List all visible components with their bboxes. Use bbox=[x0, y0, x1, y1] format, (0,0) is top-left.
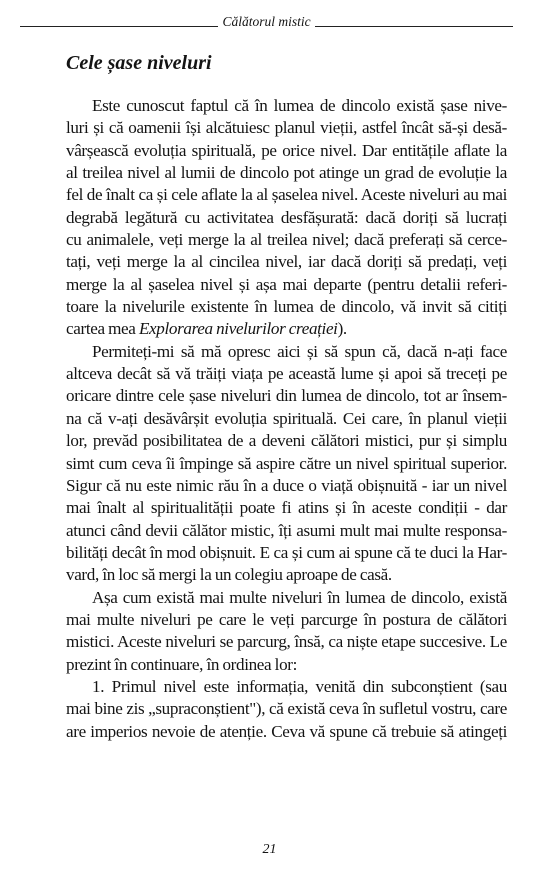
text-line: mai bine zis „supraconștient"), că există ceva în sufletul vostru, care bbox=[66, 699, 507, 719]
text-line: vard, în loc să mergi la un colegiu aproape de casă. bbox=[66, 565, 392, 585]
header-rule-left bbox=[20, 26, 218, 27]
text-line: fel de înalt ca și cele aflate la al șaselea nivel. Aceste niveluri au mai bbox=[66, 185, 507, 205]
text-line: Așa cum există mai multe niveluri în lumea de dincolo, există bbox=[92, 587, 507, 607]
text-line: mai multe niveluri pe care le veți parcurge în postura de călători bbox=[66, 609, 507, 629]
text-line: luri și că oamenii își alcătuiesc planul vieții, astfel încât să-și desă- bbox=[66, 118, 507, 138]
text-line: degrabă legătură cu activitatea desfășurată: dacă doriți să lucrați bbox=[66, 207, 507, 227]
running-title: Călătorul mistic bbox=[222, 14, 311, 29]
text-line: tați, veți merge la al cincilea nivel, iar dacă doriți să predați, veți bbox=[66, 252, 507, 272]
book-title: Explorarea nivelurilor creației bbox=[138, 319, 338, 339]
text-line: Este cunoscut faptul că în lumea de dincolo există șase nive- bbox=[92, 96, 507, 115]
running-header bbox=[20, 12, 513, 32]
text-line: vârșească evoluția spirituală, pe orice nivel. Dar entitățile aflate la bbox=[66, 140, 507, 160]
text-line: na că v-ați desăvârșit evoluția spirituală. Cei care, în planul vieții bbox=[66, 408, 507, 428]
body-text bbox=[66, 95, 507, 743]
header-rule-right bbox=[315, 26, 513, 27]
text-line: 1. Primul nivel este informația, venită din subconștient (sau bbox=[92, 676, 507, 696]
text-line: prezint în continuare, în ordinea lor: bbox=[66, 654, 298, 674]
text-line: al treilea nivel al lumii de dincolo pot atinge un grad de evoluție la bbox=[66, 163, 507, 183]
text-line: mai înalt al spiritualității poate fi atins și în aceste condiții - dar bbox=[66, 498, 507, 518]
text-line: cartea mea Explorarea nivelurilor creației). bbox=[66, 319, 347, 339]
text-line: altceva decât să vă trăiți viața pe această lume și apoi să treceți pe bbox=[66, 364, 507, 384]
text-line: Permiteți-mi să mă opresc aici și să spun că, dacă n-ați face bbox=[92, 341, 507, 361]
text-line: mistici. Aceste niveluri se parcurg, însă, ca niște etape succesive. Le bbox=[66, 632, 507, 652]
text-line: atunci când devii călător mistic, îți asumi mult mai multe responsa- bbox=[66, 520, 507, 540]
section-heading: Cele șase niveluri bbox=[66, 52, 212, 74]
text-line: are imperios nevoie de atenție. Ceva vă spune că trebuie să atingeți bbox=[66, 721, 507, 741]
text-line: merge la al șaselea nivel și așa mai departe (pentru detalii referi- bbox=[66, 274, 507, 294]
text-line: oricare dintre cele șase niveluri din lumea de dincolo, tot ar însem- bbox=[66, 386, 507, 406]
page-number: 21 bbox=[262, 842, 277, 857]
text-line: bilități decât în mod obișnuit. E ca și cum ai spune că te duci la Har- bbox=[66, 542, 507, 562]
text-line: lor, prevăd posibilitatea de a deveni călători mistici, pur și simplu bbox=[66, 431, 507, 451]
text-line: toare la nivelurile existente în lumea de dincolo, vă invit să citiți bbox=[66, 297, 507, 317]
text-line: simt cum ceva îi împinge să aspire către un nivel spiritual superior. bbox=[66, 453, 507, 473]
text-line: Sigur că nu este nimic rău în a duce o viață obișnuită - iar un nivel bbox=[66, 475, 507, 495]
text-line: cu animalele, veți merge la al treilea nivel; dacă preferați să cerce- bbox=[66, 230, 507, 250]
